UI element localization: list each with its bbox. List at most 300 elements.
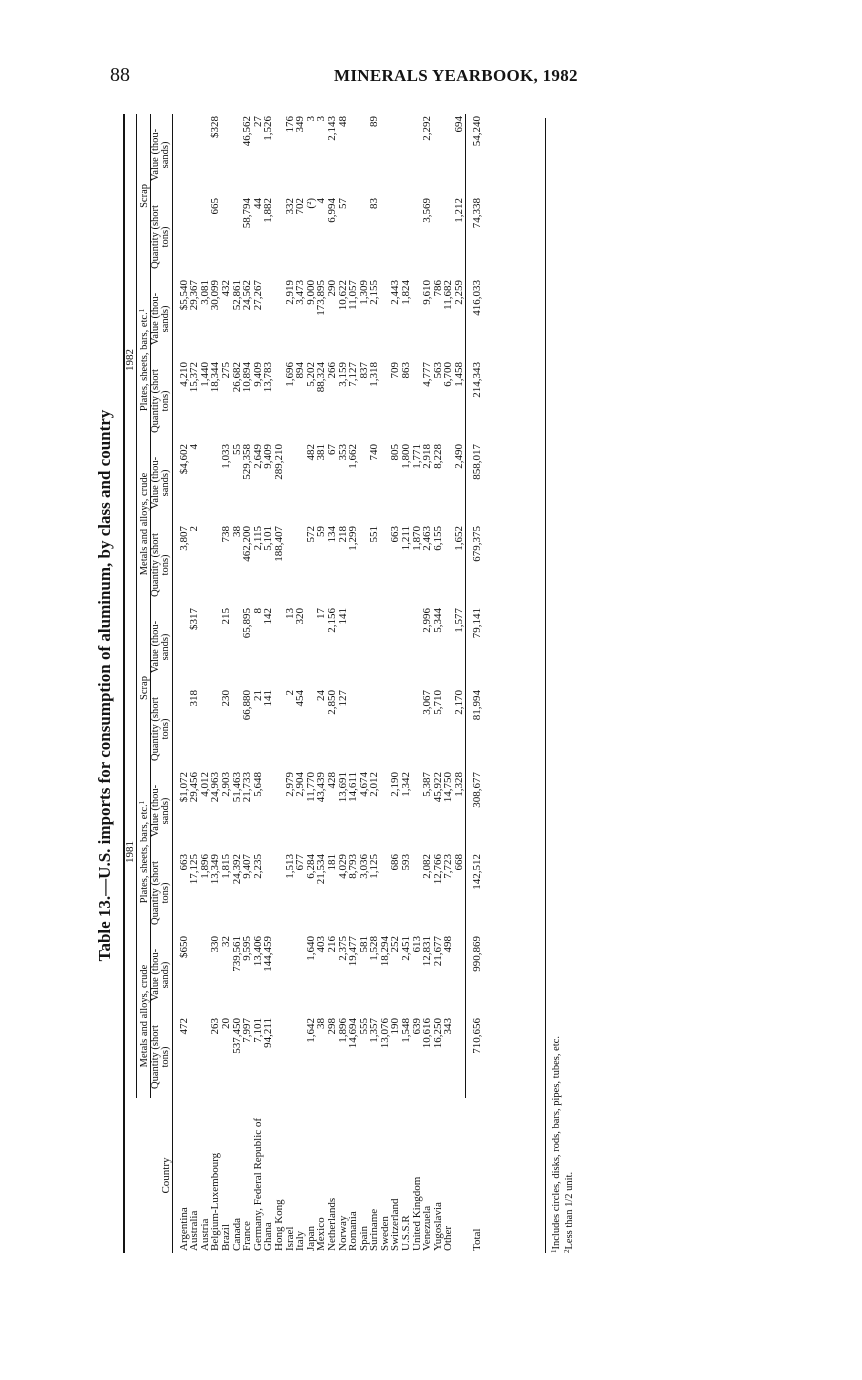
value-cell: [263, 852, 274, 934]
value-cell: [200, 606, 211, 688]
year-1981-header: 1981: [124, 606, 136, 1098]
value-cell: [172, 196, 189, 278]
value-cell: 5,648: [251, 772, 264, 797]
value-cell: [285, 442, 296, 524]
country-cell: Hong Kong: [272, 1199, 285, 1251]
value-cell: 127: [336, 690, 349, 707]
table-body: [172, 114, 482, 1253]
value-cell: 9,610: [421, 279, 434, 305]
value-cell: 83: [368, 197, 381, 209]
value-cell: 94,211: [262, 1018, 275, 1048]
value-cell: 332: [283, 197, 296, 215]
value-cell: 613: [410, 936, 423, 953]
country-cell: Suriname: [368, 1208, 381, 1251]
value-cell: 252: [389, 936, 402, 953]
value-cell: 4,210: [177, 361, 190, 387]
country-cell: Germany, Federal Republic of: [251, 1117, 264, 1251]
value-cell: [221, 196, 232, 278]
value-cell: 7,127: [347, 361, 360, 387]
value-cell: 343: [442, 1018, 455, 1035]
table-row: [274, 114, 285, 1253]
value-cell: 13,783: [262, 361, 275, 393]
value-cell: 27,267: [251, 279, 264, 311]
value-cell: 1,771: [410, 443, 423, 469]
total-cell: 79,141: [465, 606, 482, 688]
value-cell: 2,903: [219, 772, 232, 797]
total-cell: 308,677: [465, 770, 482, 852]
value-cell: 48: [336, 115, 349, 127]
group-plates-1982: Plates, sheets, bars, etc.$^1$: [136, 278, 150, 442]
value-cell: 55: [230, 443, 243, 455]
value-cell: 14,694: [347, 1018, 360, 1049]
value-cell: [274, 606, 285, 688]
value-cell: 1,896: [198, 854, 211, 879]
value-cell: 12,766: [431, 854, 444, 885]
value-cell: 572: [304, 525, 317, 543]
value-cell: [380, 606, 391, 688]
value-cell: 1,309: [357, 279, 370, 305]
value-cell: 1,328: [453, 772, 466, 797]
value-cell: [189, 196, 200, 278]
value-cell: 13,406: [251, 936, 264, 967]
value-cell: 1,640: [304, 936, 317, 961]
total-cell: 214,343: [465, 360, 482, 442]
value-cell: 24: [315, 690, 328, 701]
country-cell: Switzerland: [389, 1198, 402, 1251]
value-cell: 686: [389, 854, 402, 871]
value-cell: 537,450: [230, 1018, 243, 1054]
value-cell: 1,458: [453, 361, 466, 387]
value-cell: 555: [357, 1018, 370, 1035]
value-cell: 7,997: [241, 1018, 254, 1043]
value-cell: 482: [304, 443, 317, 461]
value-cell: 4: [188, 443, 201, 450]
value-cell: 3,081: [198, 279, 211, 305]
value-cell: [433, 196, 444, 278]
value-cell: 26,682: [230, 361, 243, 393]
value-cell: 8,793: [347, 854, 360, 879]
value-cell: [172, 688, 189, 770]
value-cell: [274, 114, 285, 196]
value-cell: 432: [219, 279, 232, 297]
quantity-header: Quantity (short tons): [150, 1016, 172, 1098]
value-cell: 4,777: [421, 361, 434, 387]
value-cell: [369, 688, 380, 770]
value-cell: 9,407: [241, 854, 254, 879]
value-cell: 2,143: [325, 115, 338, 141]
value-cell: 298: [325, 1018, 338, 1035]
country-cell: France: [241, 1221, 254, 1251]
value-cell: 330: [209, 936, 222, 953]
value-cell: 1,800: [400, 443, 413, 469]
value-cell: [263, 770, 274, 852]
quantity-header: Quantity (short tons): [150, 688, 172, 770]
value-cell: 43,439: [315, 772, 328, 803]
value-cell: 2,115: [251, 525, 264, 551]
value-cell: 668: [453, 854, 466, 871]
value-cell: [348, 114, 359, 196]
value-cell: 5,202: [304, 361, 317, 387]
country-cell: Netherlands: [325, 1197, 338, 1251]
value-cell: 318: [188, 690, 201, 707]
value-cell: 1,211: [400, 525, 413, 551]
value-cell: 134: [325, 525, 338, 543]
value-cell: $317: [188, 607, 201, 630]
country-cell: Sweden: [378, 1216, 391, 1251]
country-cell: Austria: [198, 1218, 211, 1251]
value-cell: 2,443: [389, 279, 402, 305]
value-cell: 57: [336, 197, 349, 209]
country-cell: Other: [442, 1225, 455, 1251]
table-row: [369, 114, 380, 1253]
value-cell: 1,696: [283, 361, 296, 387]
value-cell: [189, 114, 200, 196]
value-cell: [390, 606, 401, 688]
value-cell: 2: [188, 525, 201, 532]
value-cell: [380, 196, 391, 278]
value-cell: $328: [209, 115, 222, 138]
value-cell: 2,463: [421, 525, 434, 551]
country-cell: Spain: [357, 1225, 370, 1251]
value-cell: 2,259: [453, 279, 466, 305]
year-1982-header: 1982: [124, 114, 136, 606]
country-cell: Romania: [347, 1211, 360, 1251]
value-cell: 7,723: [442, 854, 455, 879]
value-cell: 29,367: [188, 279, 201, 311]
value-cell: 381: [315, 443, 328, 461]
total-label: Total: [470, 1228, 483, 1251]
value-cell: 38: [230, 525, 243, 537]
value-cell: 1,882: [262, 197, 275, 223]
value-cell: 32: [219, 936, 232, 947]
value-cell: 1,513: [283, 854, 296, 879]
value-cell: [359, 606, 370, 688]
value-cell: 3,807: [177, 525, 190, 551]
value-cell: 3,569: [421, 197, 434, 223]
value-cell: 8,228: [431, 443, 444, 469]
value-cell: 6,700: [442, 361, 455, 387]
value-cell: $5,540: [177, 279, 190, 311]
value-cell: 89: [368, 115, 381, 127]
value-cell: 2,190: [389, 772, 402, 797]
value-cell: 1,033: [219, 443, 232, 469]
value-cell: 24,562: [241, 279, 254, 311]
value-cell: $650: [177, 936, 190, 958]
value-cell: [401, 688, 412, 770]
value-cell: 3: [315, 115, 328, 122]
value-cell: 2,170: [453, 690, 466, 715]
value-cell: 9,595: [241, 936, 254, 961]
value-cell: 18,294: [378, 936, 391, 967]
total-cell: 74,338: [465, 196, 482, 278]
value-cell: 88,324: [315, 361, 328, 393]
value-cell: 403: [315, 936, 328, 953]
value-cell: [274, 360, 285, 442]
value-cell: 46,562: [241, 115, 254, 147]
country-cell: Argentina: [177, 1207, 190, 1251]
value-cell: 11,057: [347, 279, 360, 310]
value-cell: 1,526: [262, 115, 275, 141]
value-header: Value (thou- sands): [150, 114, 172, 196]
value-cell: 58,794: [241, 197, 254, 229]
value-cell: 551: [368, 525, 381, 543]
value-cell: 51,463: [230, 772, 243, 803]
value-cell: 1,652: [453, 525, 466, 551]
quantity-header: Quantity (short tons): [150, 852, 172, 934]
rotated-table-block: [95, 115, 605, 1253]
value-cell: 266: [325, 361, 338, 379]
value-cell: 740: [368, 443, 381, 461]
value-cell: 144,459: [262, 936, 275, 972]
value-cell: 4,012: [198, 772, 211, 797]
value-cell: 13,691: [336, 772, 349, 803]
value-cell: 1,357: [368, 1018, 381, 1043]
footnotes: [545, 118, 575, 1253]
value-cell: [274, 196, 285, 278]
value-cell: [390, 196, 401, 278]
value-cell: 44: [251, 197, 264, 209]
value-cell: 290: [325, 279, 338, 297]
value-cell: 454: [294, 690, 307, 707]
total-cell: 54,240: [465, 114, 482, 196]
value-cell: [200, 442, 211, 524]
value-cell: 59: [315, 525, 328, 537]
value-cell: 1,125: [368, 854, 381, 879]
value-cell: [285, 1016, 296, 1098]
country-cell: Norway: [336, 1215, 349, 1251]
value-cell: 1,342: [400, 772, 413, 797]
value-cell: 5,344: [431, 607, 444, 633]
value-cell: 2,082: [421, 854, 434, 879]
value-cell: 142: [262, 607, 275, 625]
value-cell: 738: [219, 525, 232, 543]
value-cell: 2,156: [325, 607, 338, 633]
value-cell: 11,682: [442, 279, 455, 310]
value-cell: 30,099: [209, 279, 222, 311]
value-cell: 1,824: [400, 279, 413, 305]
value-cell: 21,677: [431, 936, 444, 967]
value-cell: 20: [219, 1018, 232, 1029]
value-cell: 472: [177, 1018, 190, 1035]
value-cell: [348, 196, 359, 278]
value-cell: 581: [357, 936, 370, 953]
value-cell: 12,831: [421, 936, 434, 967]
value-cell: [189, 1016, 200, 1098]
value-cell: (²): [304, 197, 317, 209]
value-cell: 15,372: [188, 361, 201, 393]
value-header: Value (thou- sands): [150, 770, 172, 852]
country-cell: Canada: [230, 1218, 243, 1251]
value-header: Value (thou- sands): [150, 278, 172, 360]
value-cell: 4: [315, 197, 328, 204]
value-cell: 1,642: [304, 1018, 317, 1043]
value-cell: 10,616: [421, 1018, 434, 1049]
country-cell: Japan: [304, 1225, 317, 1251]
total-cell: 81,994: [465, 688, 482, 770]
value-cell: 218: [336, 525, 349, 543]
value-cell: 2,155: [368, 279, 381, 305]
value-cell: 2,979: [283, 772, 296, 797]
value-header: Value (thou- sands): [150, 606, 172, 688]
value-cell: 10,894: [241, 361, 254, 393]
value-cell: 13,076: [378, 1018, 391, 1049]
value-cell: 498: [442, 936, 455, 953]
group-metals-1982: Metals and alloys, crude: [136, 442, 150, 606]
value-cell: [274, 852, 285, 934]
value-cell: $1,072: [177, 772, 190, 803]
table-row: [221, 114, 232, 1253]
value-cell: 9,409: [262, 443, 275, 469]
value-cell: 428: [325, 772, 338, 789]
quantity-header: Quantity (short tons): [150, 196, 172, 278]
country-cell: Ghana: [262, 1222, 275, 1251]
value-cell: 5,387: [421, 772, 434, 797]
quantity-header: Quantity (short tons): [150, 360, 172, 442]
value-cell: 894: [294, 361, 307, 379]
value-cell: 2,649: [251, 443, 264, 469]
value-cell: 38: [315, 1018, 328, 1029]
table-row: [263, 114, 274, 1253]
total-row: [465, 114, 482, 1253]
value-cell: 1,870: [410, 525, 423, 551]
value-cell: 5,710: [431, 690, 444, 715]
total-cell: 990,869: [465, 934, 482, 1016]
table-row: [401, 114, 412, 1253]
value-cell: 2,919: [283, 279, 296, 305]
value-cell: [274, 1016, 285, 1098]
country-cell: U.S.S.R: [400, 1215, 413, 1251]
value-cell: [454, 934, 465, 1016]
value-cell: 67: [325, 443, 338, 455]
value-cell: 181: [325, 854, 338, 871]
country-cell: Mexico: [315, 1217, 328, 1251]
value-cell: 263: [209, 1018, 222, 1035]
value-cell: 216: [325, 936, 338, 953]
value-cell: 3,067: [421, 690, 434, 715]
group-scrap-1982: Scrap: [136, 114, 150, 278]
value-cell: 17,125: [188, 854, 201, 885]
running-head: MINERALS YEARBOOK, 1982: [334, 66, 578, 85]
footnote-1: $^1$Includes circles, disks, rods, bars, pipes, tubes, etc.: [550, 1036, 562, 1253]
value-cell: 837: [357, 361, 370, 379]
value-cell: 3: [304, 115, 317, 122]
group-plates-1981: Plates, sheets, bars, etc.$^1$: [136, 770, 150, 934]
value-cell: 6,994: [325, 197, 338, 223]
value-cell: 289,210: [272, 443, 285, 480]
value-cell: [274, 770, 285, 852]
value-cell: [274, 278, 285, 360]
value-cell: 1,440: [198, 361, 211, 387]
value-cell: [380, 114, 391, 196]
value-cell: 529,358: [241, 443, 254, 480]
country-cell: Italy: [294, 1230, 307, 1251]
value-cell: 677: [294, 854, 307, 871]
value-cell: 863: [400, 361, 413, 379]
value-cell: [380, 688, 391, 770]
value-header: Value (thou- sands): [150, 442, 172, 524]
value-cell: 18,344: [209, 361, 222, 393]
value-cell: [274, 934, 285, 1016]
value-cell: 2,490: [453, 443, 466, 469]
total-cell: 679,375: [465, 524, 482, 606]
country-cell: [454, 1098, 465, 1253]
value-cell: [285, 934, 296, 1016]
quantity-header: Quantity (short tons): [150, 524, 172, 606]
table-row: [172, 114, 189, 1253]
value-cell: 1,662: [347, 443, 360, 469]
value-cell: 3,159: [336, 361, 349, 387]
value-cell: 52,861: [230, 279, 243, 311]
value-cell: 14,611: [347, 772, 360, 802]
value-cell: [401, 196, 412, 278]
value-cell: 2,451: [400, 936, 413, 961]
value-cell: 2,012: [368, 772, 381, 797]
value-cell: [369, 606, 380, 688]
value-cell: 639: [410, 1018, 423, 1035]
value-cell: 11,770: [304, 772, 317, 802]
value-cell: 786: [431, 279, 444, 297]
group-metals-1981: Metals and alloys, crude: [136, 934, 150, 1098]
value-cell: [401, 114, 412, 196]
value-cell: 29,456: [188, 772, 201, 803]
value-cell: 6,284: [304, 854, 317, 879]
value-cell: 1,548: [400, 1018, 413, 1043]
group-scrap-1981: Scrap: [136, 606, 150, 770]
value-cell: 2,996: [421, 607, 434, 633]
value-cell: 66,880: [241, 690, 254, 721]
value-header: Value (thou- sands): [150, 934, 172, 1016]
value-cell: 353: [336, 443, 349, 461]
value-cell: 8: [251, 607, 264, 614]
value-cell: 230: [219, 690, 232, 707]
country-cell: Venezuela: [421, 1205, 434, 1251]
value-cell: 173,895: [315, 279, 328, 316]
value-cell: 215: [219, 607, 232, 625]
value-cell: 3,473: [294, 279, 307, 305]
country-cell: United Kingdom: [410, 1176, 423, 1251]
value-cell: 27: [251, 115, 264, 127]
value-cell: 702: [294, 197, 307, 215]
value-cell: 16,250: [431, 1018, 444, 1049]
country-cell: Belgium-Luxembourg: [209, 1152, 222, 1251]
footnote-2: $^2$Less than 1/2 unit.: [563, 1171, 575, 1253]
value-cell: 709: [389, 361, 402, 379]
value-cell: 21,534: [315, 854, 328, 885]
value-cell: 1,815: [219, 854, 232, 879]
value-cell: 663: [177, 854, 190, 871]
value-cell: 176: [283, 115, 296, 133]
table-title: Table 13.—U.S. imports for consumption of aluminum, by class and country: [95, 409, 114, 962]
value-cell: 190: [389, 1018, 402, 1035]
value-cell: 2: [283, 690, 296, 696]
value-cell: 665: [209, 197, 222, 215]
value-cell: 17: [315, 607, 328, 619]
country-cell: Israel: [283, 1226, 296, 1251]
value-cell: 7,101: [251, 1018, 264, 1043]
value-cell: 694: [453, 115, 466, 133]
value-cell: 2,375: [336, 936, 349, 961]
total-cell: 416,033: [465, 278, 482, 360]
value-cell: 2,850: [325, 690, 338, 715]
total-cell: 710,656: [465, 1016, 482, 1098]
value-cell: 4,674: [357, 772, 370, 797]
table-row: [454, 114, 465, 1253]
value-cell: 462,200: [241, 525, 254, 562]
value-cell: 1,299: [347, 525, 360, 551]
value-cell: 2,292: [421, 115, 434, 141]
value-cell: 9,409: [251, 361, 264, 387]
table-row: [327, 114, 338, 1253]
